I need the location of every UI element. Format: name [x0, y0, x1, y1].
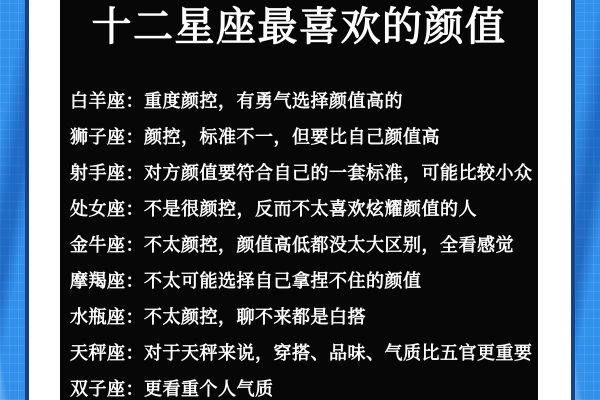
zodiac-sign-label: 水瓶座： [70, 307, 144, 327]
zodiac-sign-label: 金牛座： [70, 235, 144, 255]
list-item [70, 83, 538, 119]
zodiac-sign-label: 双子座： [70, 379, 144, 399]
list-item [70, 371, 538, 400]
background-stripe-left [0, 0, 25, 400]
list-item [70, 299, 538, 335]
list-item [70, 191, 538, 227]
zodiac-description: 对方颜值要符合自己的一套标准，可能比较小众 [144, 163, 533, 183]
poster-title: 十二星座最喜欢的颜值 [91, 5, 507, 49]
zodiac-sign-label: 处女座： [70, 199, 144, 219]
zodiac-description: 不太颜控，聊不来都是白搭 [144, 307, 366, 327]
zodiac-sign-label: 狮子座： [70, 127, 144, 147]
zodiac-description: 对于天秤来说，穿搭、品味、气质比五官更重要 [144, 343, 533, 363]
list-item [70, 119, 538, 155]
list-item [70, 335, 538, 371]
white-strip-left [29, 0, 60, 400]
zodiac-sign-label: 射手座： [70, 163, 144, 183]
zodiac-description: 不太颜控，颜值高低都没太大区别，全看感觉 [144, 235, 514, 255]
zodiac-description: 不太可能选择自己拿捏不住的颜值 [144, 271, 422, 291]
list-item [70, 263, 538, 299]
zodiac-list [60, 83, 538, 400]
zodiac-description: 重度颜控，有勇气选择颜值高的 [144, 91, 403, 111]
zodiac-sign-label: 摩羯座： [70, 271, 144, 291]
zodiac-sign-label: 白羊座： [70, 91, 144, 111]
list-item [70, 155, 538, 191]
zodiac-sign-label: 天秤座： [70, 343, 144, 363]
white-strip-right [538, 0, 571, 400]
zodiac-card [60, 0, 538, 400]
list-item [70, 227, 538, 263]
background-stripe-right [575, 0, 600, 400]
zodiac-description: 更看重个人气质 [144, 379, 274, 399]
zodiac-description: 不是很颜控，反而不太喜欢炫耀颜值的人 [144, 199, 477, 219]
zodiac-description: 颜控，标准不一，但要比自己颜值高 [144, 127, 440, 147]
